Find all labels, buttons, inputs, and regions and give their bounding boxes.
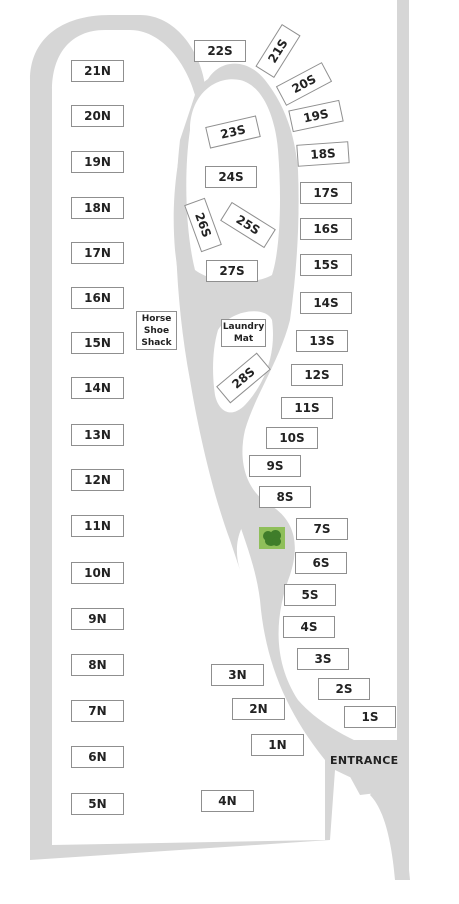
site-3s[interactable]: 3S xyxy=(297,648,349,670)
site-18n[interactable]: 18N xyxy=(71,197,124,219)
site-24s[interactable]: 24S xyxy=(205,166,257,188)
site-14s[interactable]: 14S xyxy=(300,292,352,314)
site-22s[interactable]: 22S xyxy=(194,40,246,62)
site-17n[interactable]: 17N xyxy=(71,242,124,264)
site-2s[interactable]: 2S xyxy=(318,678,370,700)
site-13s[interactable]: 13S xyxy=(296,330,348,352)
site-16s[interactable]: 16S xyxy=(300,218,352,240)
site-12s[interactable]: 12S xyxy=(291,364,343,386)
site-21n[interactable]: 21N xyxy=(71,60,124,82)
site-7n[interactable]: 7N xyxy=(71,700,124,722)
site-11n[interactable]: 11N xyxy=(71,515,124,537)
horse-shoe-shack[interactable] xyxy=(136,311,177,350)
site-23s[interactable]: 23S xyxy=(205,115,261,148)
site-18s[interactable]: 18S xyxy=(296,141,349,167)
site-4n[interactable]: 4N xyxy=(201,790,254,812)
site-5s[interactable]: 5S xyxy=(284,584,336,606)
site-1s[interactable]: 1S xyxy=(344,706,396,728)
entrance-label: ENTRANCE xyxy=(330,754,399,767)
site-27s[interactable]: 27S xyxy=(206,260,258,282)
site-8n[interactable]: 8N xyxy=(71,654,124,676)
site-15n[interactable]: 15N xyxy=(71,332,124,354)
site-14n[interactable]: 14N xyxy=(71,377,124,399)
site-11s[interactable]: 11S xyxy=(281,397,333,419)
site-1n[interactable]: 1N xyxy=(251,734,304,756)
site-8s[interactable]: 8S xyxy=(259,486,311,508)
tree-icon xyxy=(259,527,285,549)
site-10n[interactable]: 10N xyxy=(71,562,124,584)
site-21s[interactable]: 21S xyxy=(255,24,300,78)
horse-shoe-line-1: Horse xyxy=(141,313,172,324)
site-15s[interactable]: 15S xyxy=(300,254,352,276)
site-19n[interactable]: 19N xyxy=(71,151,124,173)
site-20s[interactable]: 20S xyxy=(276,62,332,106)
site-16n[interactable]: 16N xyxy=(71,287,124,309)
site-12n[interactable]: 12N xyxy=(71,469,124,491)
laundry-line-1: Laundry xyxy=(222,322,265,332)
horse-shoe-line-2: Shoe xyxy=(143,325,170,336)
site-10s[interactable]: 10S xyxy=(266,427,318,449)
site-13n[interactable]: 13N xyxy=(71,424,124,446)
site-26s[interactable]: 26S xyxy=(184,198,222,253)
site-4s[interactable]: 4S xyxy=(283,616,335,638)
site-28s[interactable]: 28S xyxy=(216,353,271,404)
site-9n[interactable]: 9N xyxy=(71,608,124,630)
site-7s[interactable]: 7S xyxy=(296,518,348,540)
site-9s[interactable]: 9S xyxy=(249,455,301,477)
site-25s[interactable]: 25S xyxy=(220,202,276,248)
laundry-line-2: Mat xyxy=(233,334,254,344)
site-6s[interactable]: 6S xyxy=(295,552,347,574)
site-2n[interactable]: 2N xyxy=(232,698,285,720)
site-19s[interactable]: 19S xyxy=(288,100,343,132)
site-6n[interactable]: 6N xyxy=(71,746,124,768)
site-20n[interactable]: 20N xyxy=(71,105,124,127)
site-17s[interactable]: 17S xyxy=(300,182,352,204)
horse-shoe-line-3: Shack xyxy=(141,337,172,348)
site-3n[interactable]: 3N xyxy=(211,664,264,686)
laundry-mat[interactable] xyxy=(221,319,266,347)
site-5n[interactable]: 5N xyxy=(71,793,124,815)
